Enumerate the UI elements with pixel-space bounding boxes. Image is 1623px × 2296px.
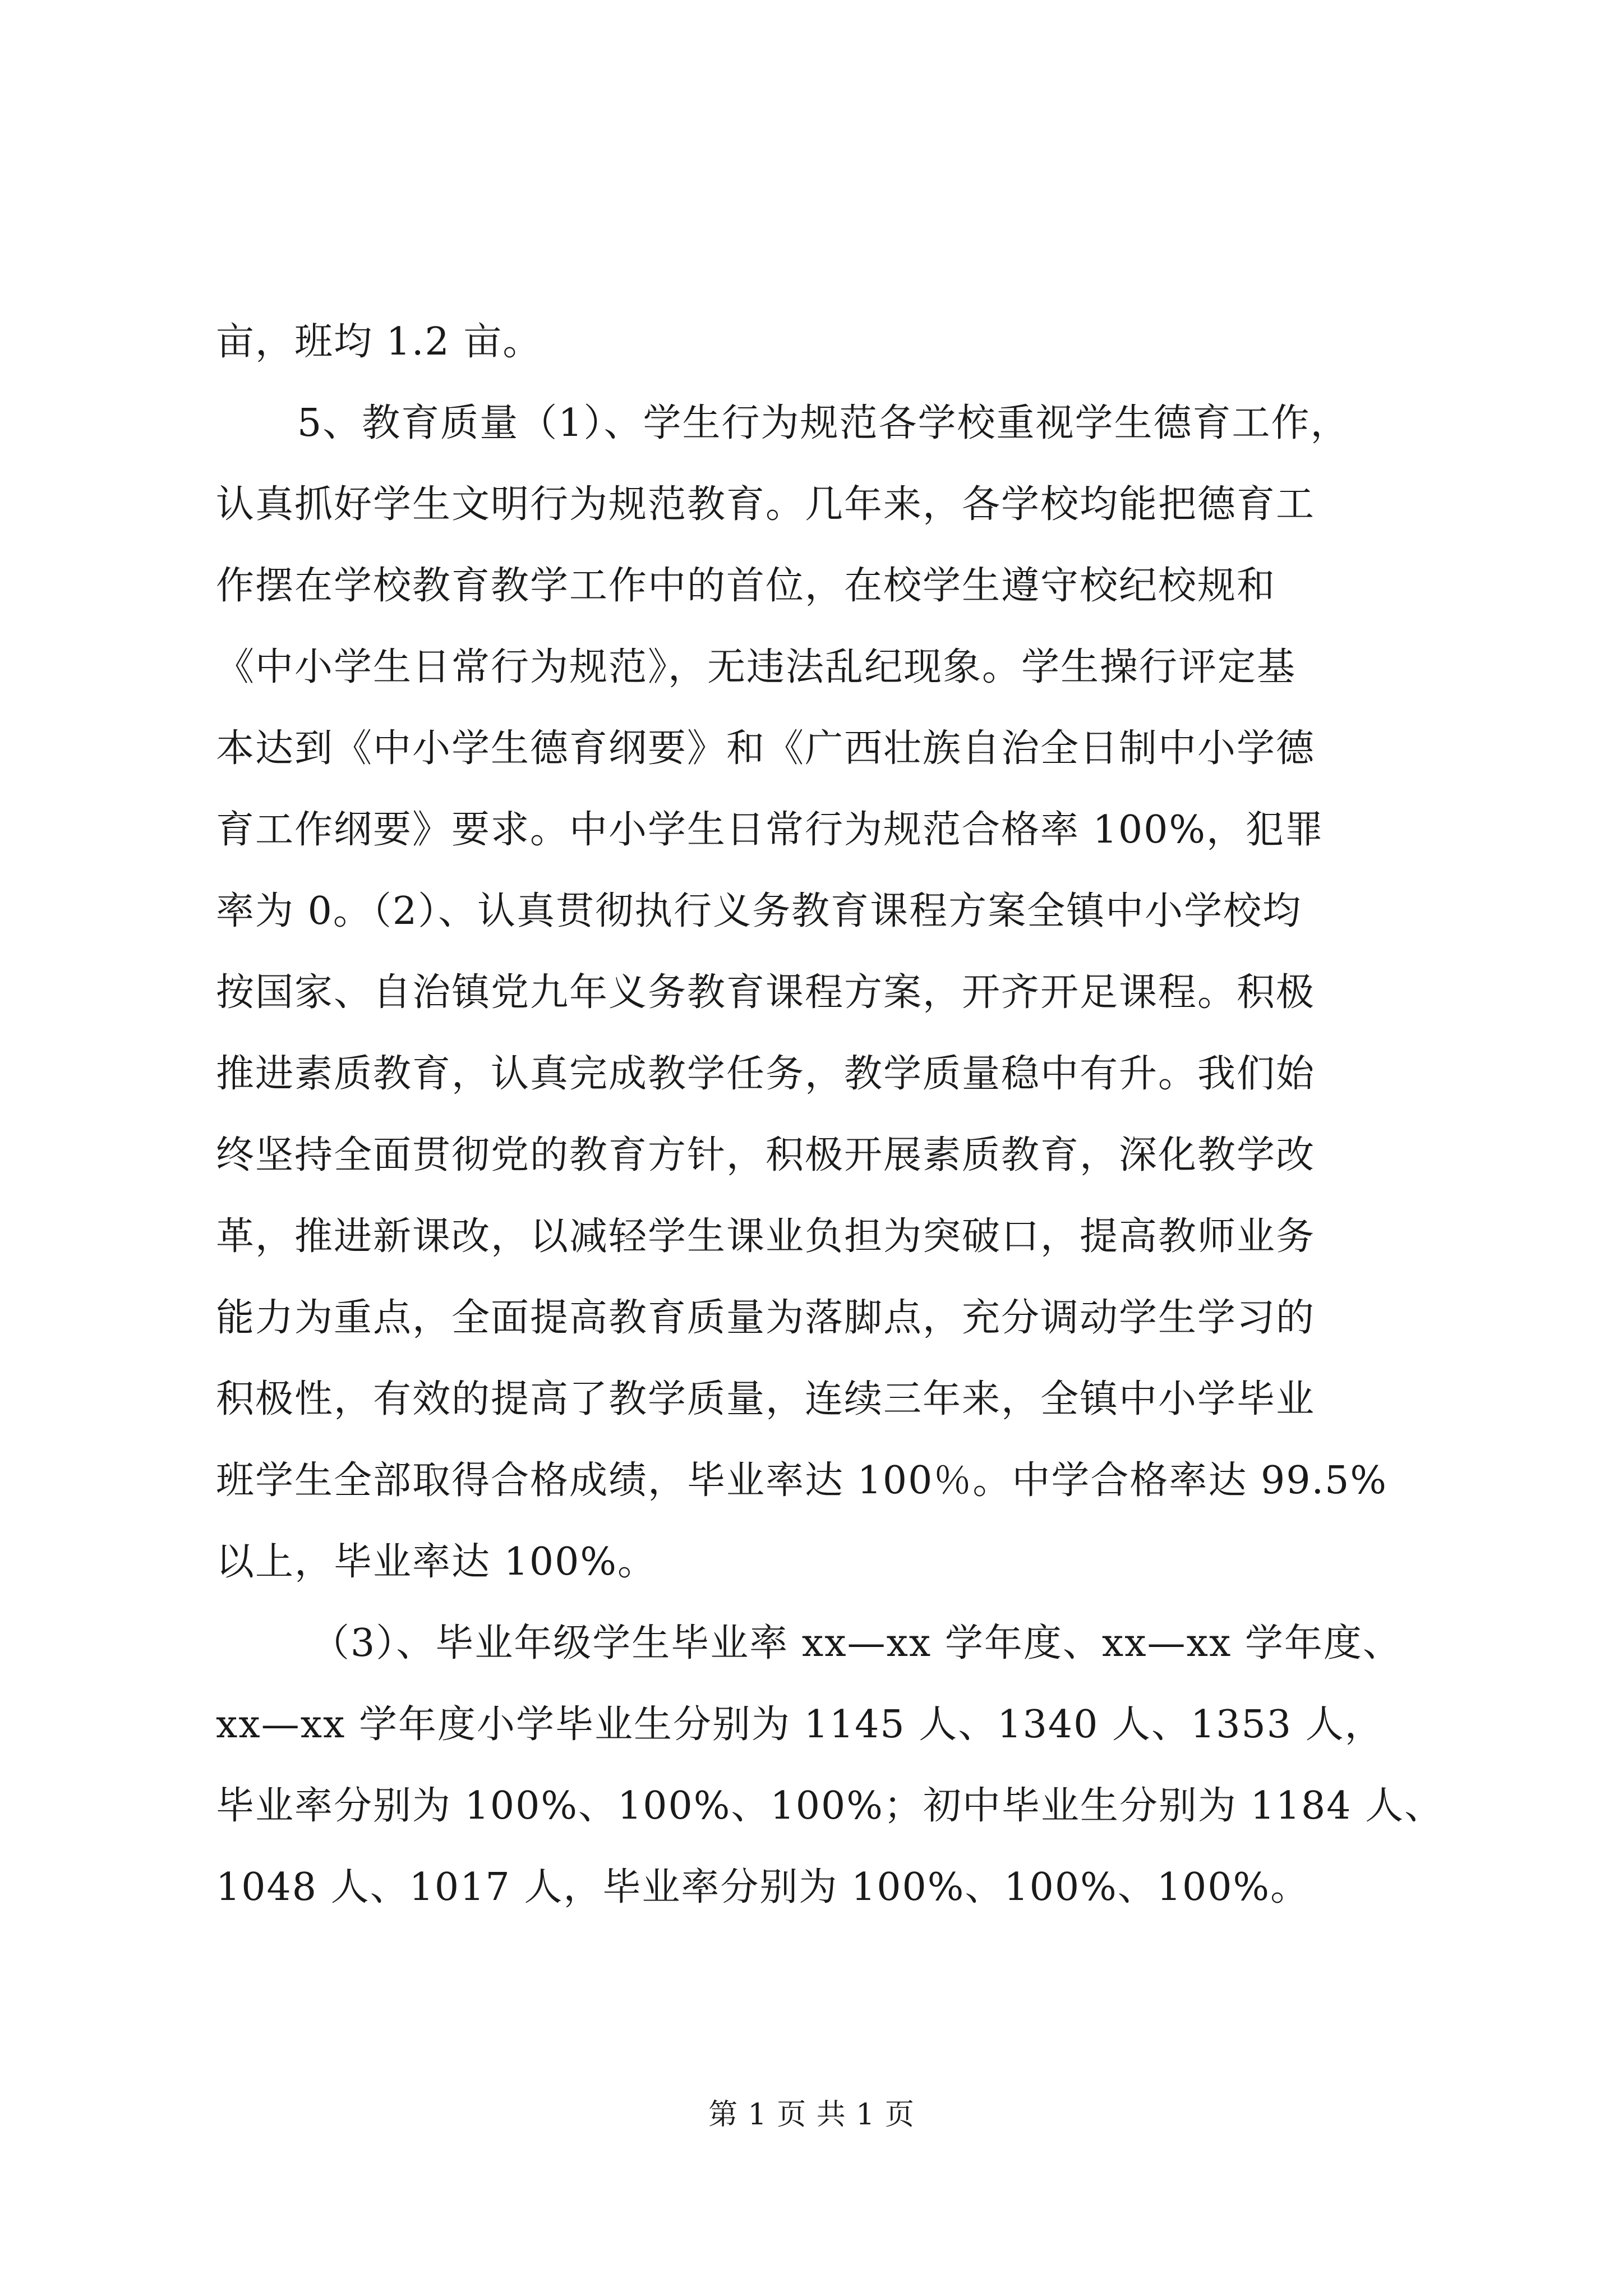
body-text-line: 按国家、自治镇党九年义务教育课程方案，开齐开足课程。积极: [216, 970, 1316, 1015]
body-text-line: 率为 0。（2）、认真贯彻执行义务教育课程方案全镇中小学校均: [216, 889, 1302, 933]
body-text-line: 《中小学生日常行为规范》，无违法乱纪现象。学生操行评定基: [216, 645, 1297, 689]
body-text-line: 终坚持全面贯彻党的教育方针，积极开展素质教育，深化教学改: [216, 1133, 1316, 1177]
body-text-line: 以上，毕业率达 100%。: [216, 1540, 657, 1584]
body-text-line: 5、教育质量（1）、学生行为规范各学校重视学生德育工作，: [297, 401, 1350, 445]
body-text-line: 育工作纲要》要求。中小学生日常行为规范合格率 100%，犯罪: [216, 808, 1325, 852]
body-text-line: 毕业率分别为 100%、100%、100%；初中毕业生分别为 1184 人、: [216, 1784, 1444, 1828]
body-text-line: 推进素质教育，认真完成教学任务，教学质量稳中有升。我们始: [216, 1052, 1316, 1096]
body-text-line: （3）、毕业年级学生毕业率 xx—xx 学年度、xx—xx 学年度、: [311, 1621, 1402, 1665]
body-text-line: 本达到《中小学生德育纲要》和《广西壮族自治全日制中小学德: [216, 726, 1316, 771]
body-text-line: 能力为重点，全面提高教育质量为落脚点，充分调动学生学习的: [216, 1296, 1316, 1340]
body-text-line: 作摆在学校教育教学工作中的首位，在校学生遵守校纪校规和: [216, 564, 1276, 608]
page-footer: 第 1 页 共 1 页: [708, 2098, 915, 2132]
body-text-line: 1048 人、1017 人，毕业率分别为 100%、100%、100%。: [216, 1865, 1310, 1910]
body-text-line: 革，推进新课改，以减轻学生课业负担为突破口，提高教师业务: [216, 1214, 1316, 1259]
body-text-line: 班学生全部取得合格成绩，毕业率达 100％。中学合格率达 99.5%: [216, 1458, 1388, 1503]
body-text-line: xx—xx 学年度小学毕业生分别为 1145 人、1340 人、1353 人，: [216, 1703, 1384, 1747]
body-text-line: 认真抓好学生文明行为规范教育。几年来，各学校均能把德育工: [216, 482, 1316, 527]
body-text-line: 亩，班均 1.2 亩。: [216, 320, 542, 364]
body-text-line: 积极性，有效的提高了教学质量，连续三年来，全镇中小学毕业: [216, 1377, 1316, 1421]
